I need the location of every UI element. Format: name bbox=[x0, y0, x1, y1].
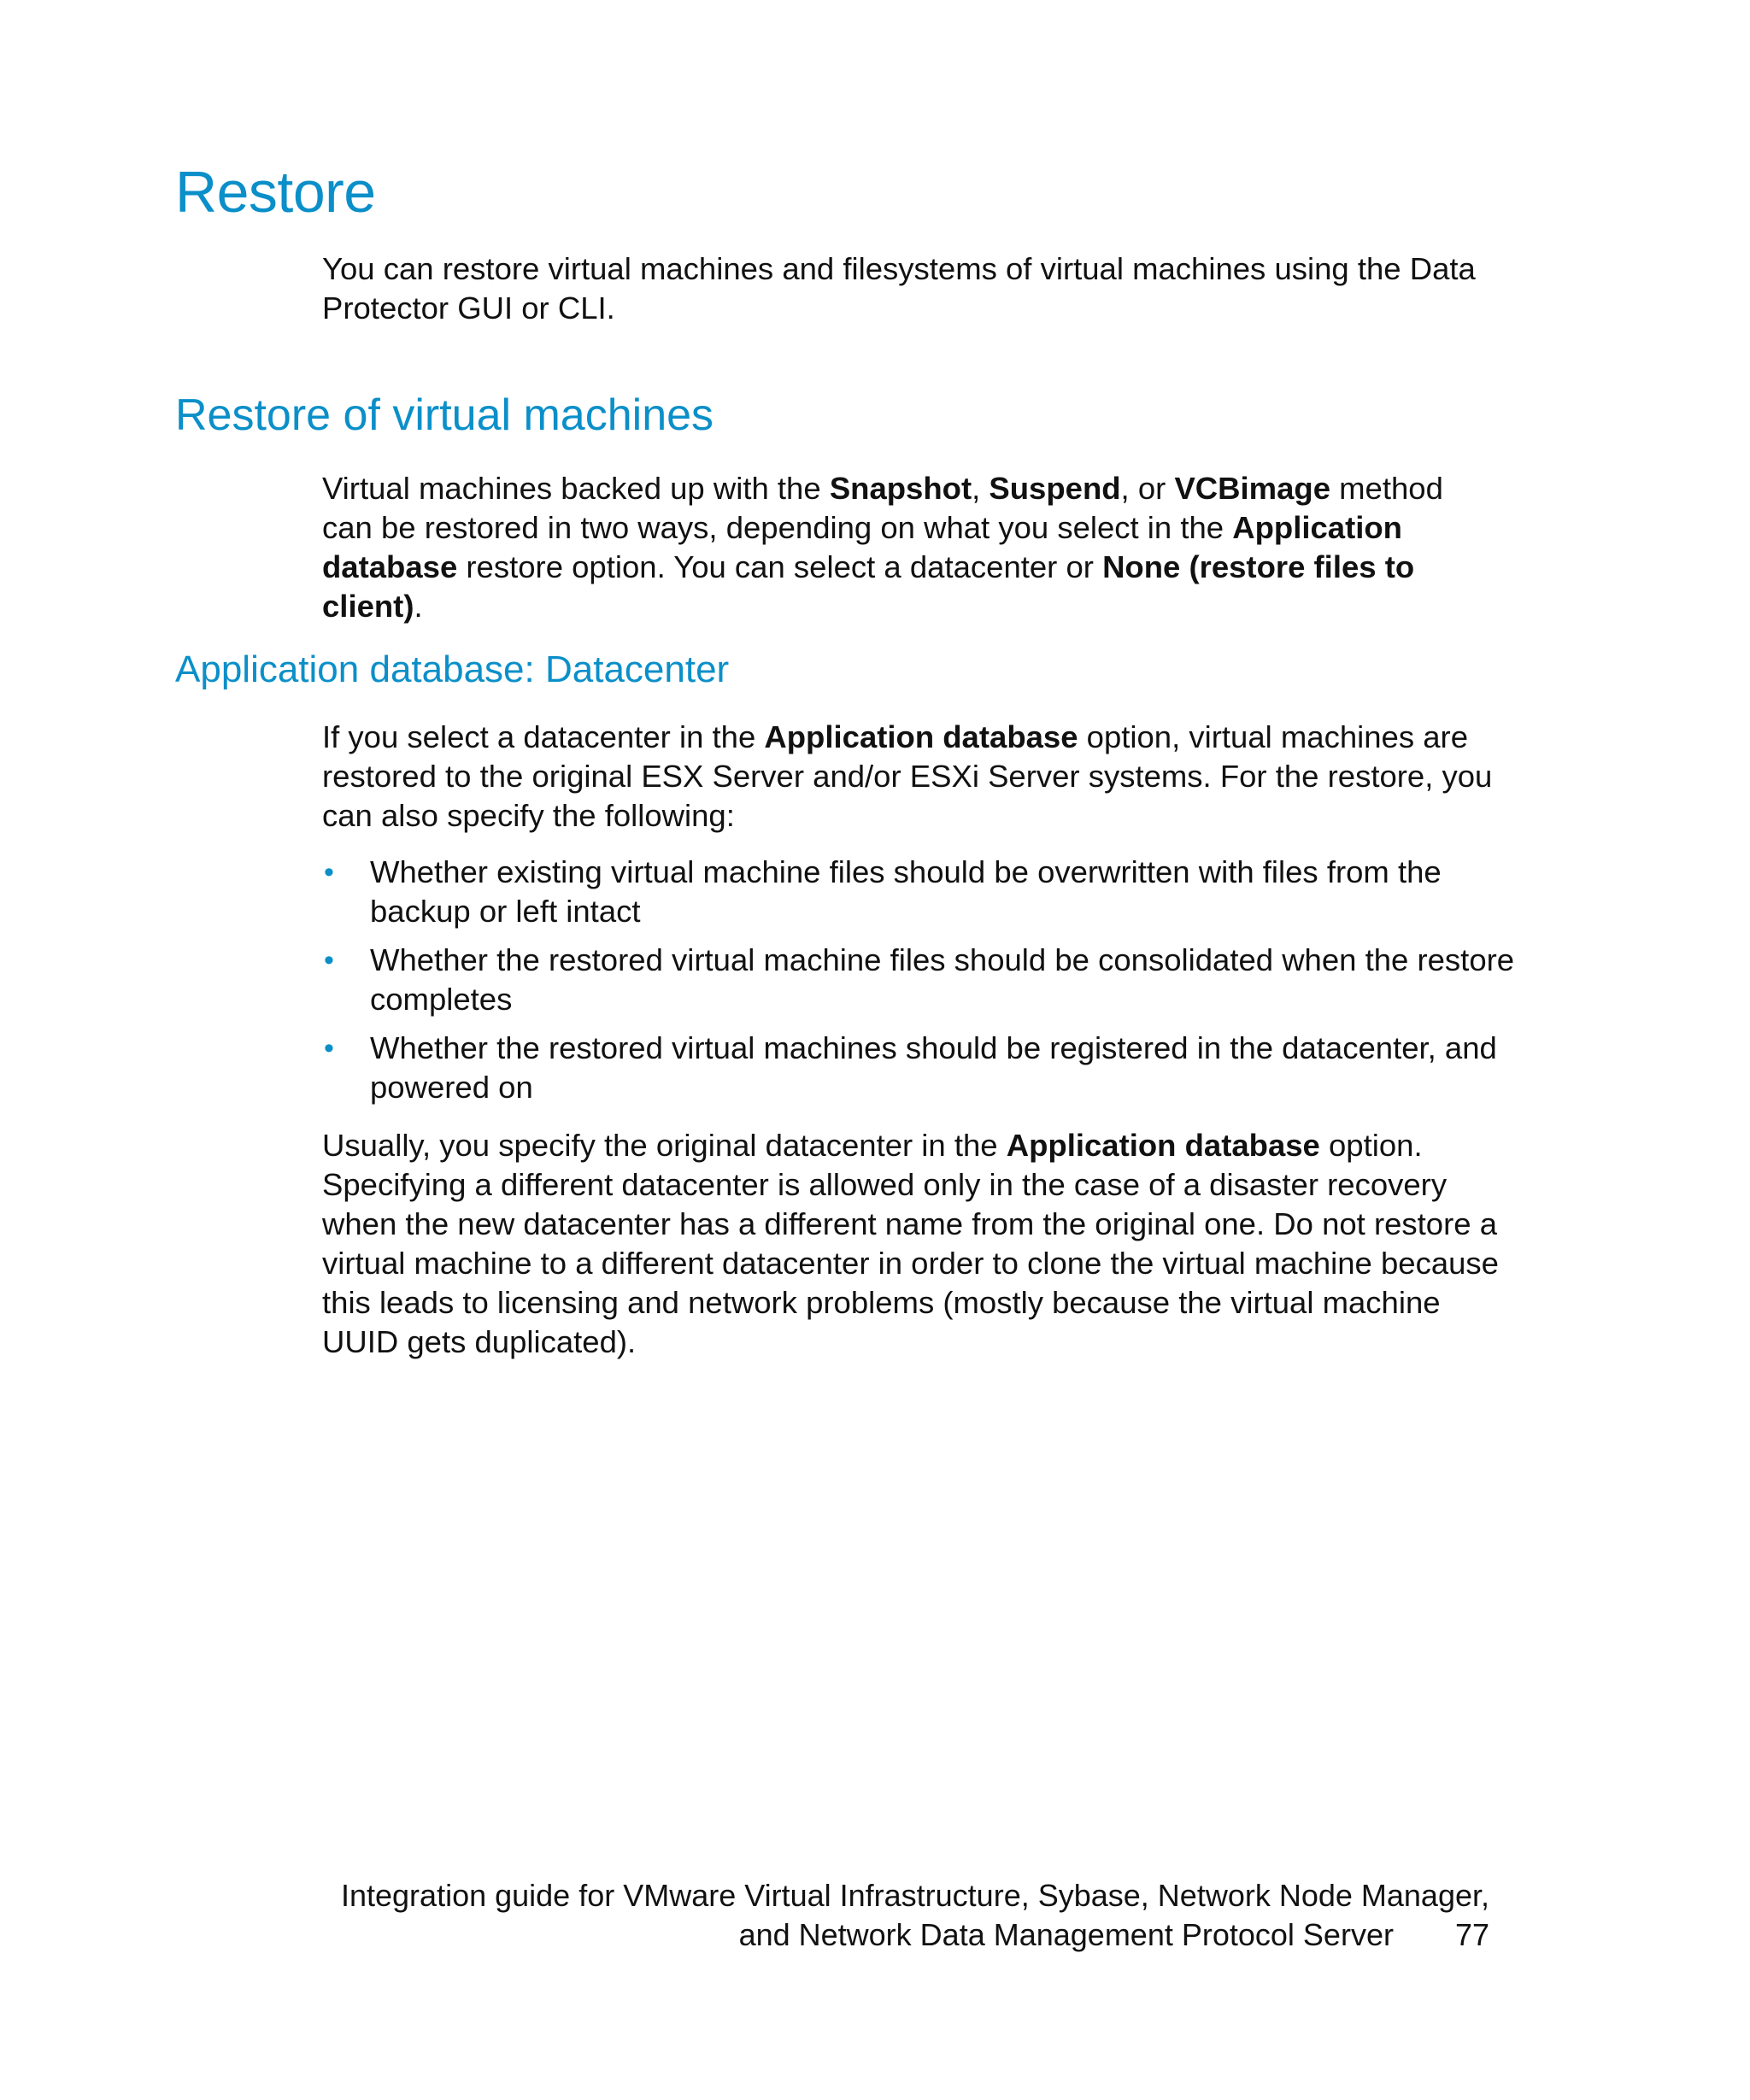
footer-title-line-2 bbox=[322, 1915, 1489, 1955]
text-run: restore option. You can select a datacenter or bbox=[457, 549, 1103, 584]
intro-paragraph: You can restore virtual machines and filesystems of virtual machines using the Data Protector GUI or CLI. bbox=[322, 251, 1476, 326]
footer-title-line-1: Integration guide for VMware Virtual Infrastructure, Sybase, Network Node Manager, bbox=[340, 1878, 1489, 1913]
term-application-database: Application database bbox=[322, 510, 1402, 584]
text-run: option, virtual machines are restored to the original ESX Server and/or ESXi Server systems. For the restore, you can also specify the following: bbox=[322, 719, 1493, 833]
list-item-text: Whether the restored virtual machine files should be consolidated when the restore completes bbox=[370, 942, 1515, 1017]
text-run: option. Specifying a different datacenter is allowed only in the case of a disaster recovery when the new datacenter has a different name from the original one. Do not restore a virtual machine to a different datacenter in order to clone the virtual machine because this leads to licensing and network problems (mostly because the virtual machine UUID gets duplicated). bbox=[322, 1128, 1499, 1359]
page-footer bbox=[322, 1876, 1489, 1955]
heading-restore-of-virtual-machines: Restore of virtual machines bbox=[175, 390, 714, 440]
term-application-database: Application database bbox=[1006, 1128, 1320, 1163]
list-item-text: Whether the restored virtual machines should be registered in the datacenter, and powered on bbox=[370, 1030, 1497, 1105]
bullet-list bbox=[322, 853, 1518, 1117]
heading-restore: Restore bbox=[175, 160, 376, 225]
term-suspend: Suspend bbox=[989, 471, 1121, 506]
list-item bbox=[322, 1029, 1518, 1107]
usually-paragraph bbox=[322, 1126, 1501, 1362]
datacenter-paragraph bbox=[322, 718, 1501, 836]
term-snapshot: Snapshot bbox=[829, 471, 972, 506]
term-vcbimage: VCBimage bbox=[1174, 471, 1330, 506]
bullet-icon: • bbox=[324, 1032, 334, 1065]
heading-application-database-datacenter: Application database: Datacenter bbox=[175, 648, 730, 690]
text-run: Virtual machines backed up with the bbox=[322, 471, 830, 506]
list-item bbox=[322, 853, 1518, 931]
vm-restore-paragraph bbox=[322, 469, 1501, 626]
footer-title-text: and Network Data Management Protocol Server bbox=[738, 1917, 1394, 1952]
term-application-database: Application database bbox=[764, 719, 1078, 754]
text-run: . bbox=[414, 589, 423, 624]
text-run: Usually, you specify the original datacenter in the bbox=[322, 1128, 1007, 1163]
page-number: 77 bbox=[1454, 1917, 1489, 1952]
term-none-restore-files: None (restore files to client) bbox=[322, 549, 1415, 624]
list-item bbox=[322, 941, 1518, 1019]
text-run: , or bbox=[1120, 471, 1175, 506]
text-run: , bbox=[972, 471, 990, 506]
bullet-icon: • bbox=[324, 944, 334, 977]
text-run: If you select a datacenter in the bbox=[322, 719, 765, 754]
bullet-icon: • bbox=[324, 856, 334, 889]
list-item-text: Whether existing virtual machine files should be overwritten with files from the backup or left intact bbox=[370, 854, 1442, 929]
text-run: method can be restored in two ways, depending on what you select in the bbox=[322, 471, 1443, 545]
